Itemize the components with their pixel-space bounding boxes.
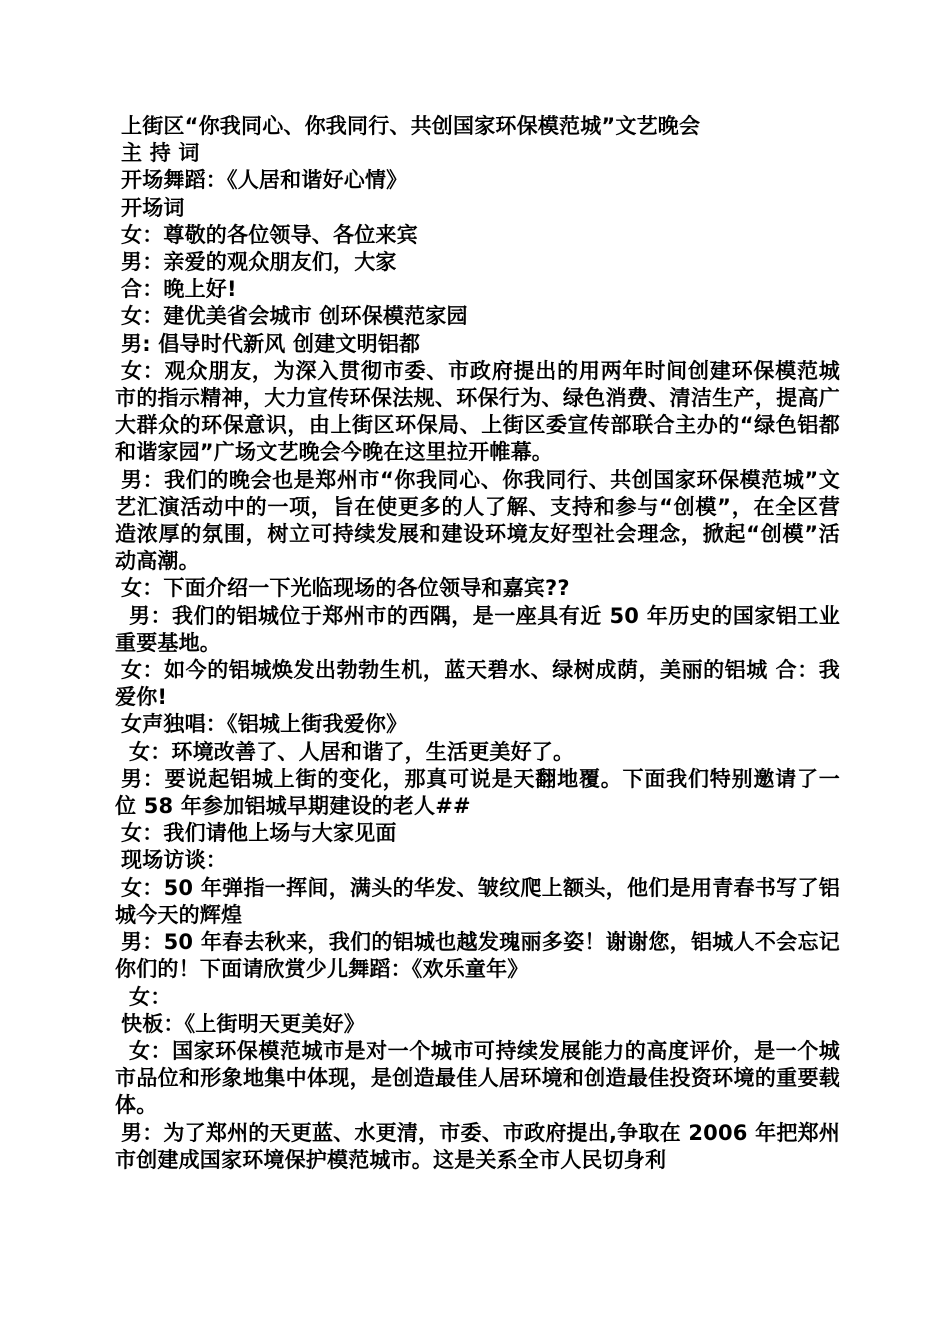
script-line: 男：我们的晚会也是郑州市“你我同心、你我同行、共创国家环保模范城”文艺汇演活动中的一项，旨在使更多的人了解、支持和参与“创模”，在全区营造浓厚的氛围，树立可持续发展和建设环境友好型社会理念，掀起“创模”活动高潮。: [115, 467, 840, 574]
script-line: 开场舞蹈：《人居和谐好心情》: [121, 168, 408, 193]
script-line: 女：尊敬的各位领导、各位来宾: [121, 222, 418, 247]
script-line: 男: 倡导时代新风 创建文明铝都: [121, 331, 421, 356]
script-line: 女：环境改善了、人居和谐了，生活更美好了。: [129, 739, 575, 764]
script-line: 女：观众朋友，为深入贯彻市委、市政府提出的用两年时间创建环保模范城市的指示精神，大力宣传环保法规、环保行为、绿色消费、清洁生产，提高广大群众的环保意识，由上街区环保局、上街区委宣传部联合主办的“绿色铝都 和谐家园”广场文艺晚会今晚在这里拉开帷幕。: [115, 358, 840, 465]
script-line: 女声独唱：《铝城上街我爱你》: [121, 712, 408, 737]
script-line: 女：建优美省会城市 创环保模范家园: [121, 304, 468, 329]
document-body: [115, 167, 840, 1174]
script-line: 女：下面介绍一下光临现场的各位领导和嘉宾??: [121, 576, 570, 601]
script-line: 男：为了郑州的天更蓝、水更清，市委、市政府提出,争取在 2006 年把郑州市创建成国家环境保护模范城市。这是关系全市人民切身利: [115, 1120, 840, 1172]
script-line: 男：我们的铝城位于郑州市的西隅，是一座具有近 50 年历史的国家铝工业重要基地。: [115, 603, 840, 655]
script-line: 合：晚上好!: [121, 277, 237, 302]
script-line: 女：50 年弹指一挥间，满头的华发、皱纹爬上额头，他们是用青春书写了铝城今天的辉煌: [115, 875, 840, 927]
document-title: 上街区“你我同心、你我同行、共创国家环保模范城”文艺晚会: [121, 114, 701, 138]
script-line: 女：: [129, 984, 172, 1009]
script-line: 男：要说起铝城上街的变化，那真可说是天翻地覆。下面我们特别邀请了一位 58 年参加铝城早期建设的老人##: [115, 766, 840, 819]
script-line: 女：如今的铝城焕发出勃勃生机，蓝天碧水、绿树成荫，美丽的铝城 合：我爱你!: [115, 658, 840, 710]
script-line: 快板：《上街明天更美好》: [121, 1011, 365, 1036]
script-line: 女：国家环保模范城市是对一个城市可持续发展能力的高度评价，是一个城市品位和形象地集中体现，是创造最佳人居环境和创造最佳投资环境的重要载体。: [115, 1038, 840, 1118]
script-line: 男：50 年春去秋来，我们的铝城也越发瑰丽多姿！谢谢您，铝城人不会忘记你们的！下面请欣赏少儿舞蹈：《欢乐童年》: [115, 930, 840, 982]
document-subtitle: 主 持 词: [121, 141, 200, 166]
document-page: [115, 113, 840, 1174]
script-line: 开场词: [121, 195, 185, 220]
script-line: 现场访谈：: [121, 848, 227, 873]
script-line: 男：亲爱的观众朋友们，大家: [121, 250, 397, 275]
script-line: 女：我们请他上场与大家见面: [121, 821, 397, 846]
